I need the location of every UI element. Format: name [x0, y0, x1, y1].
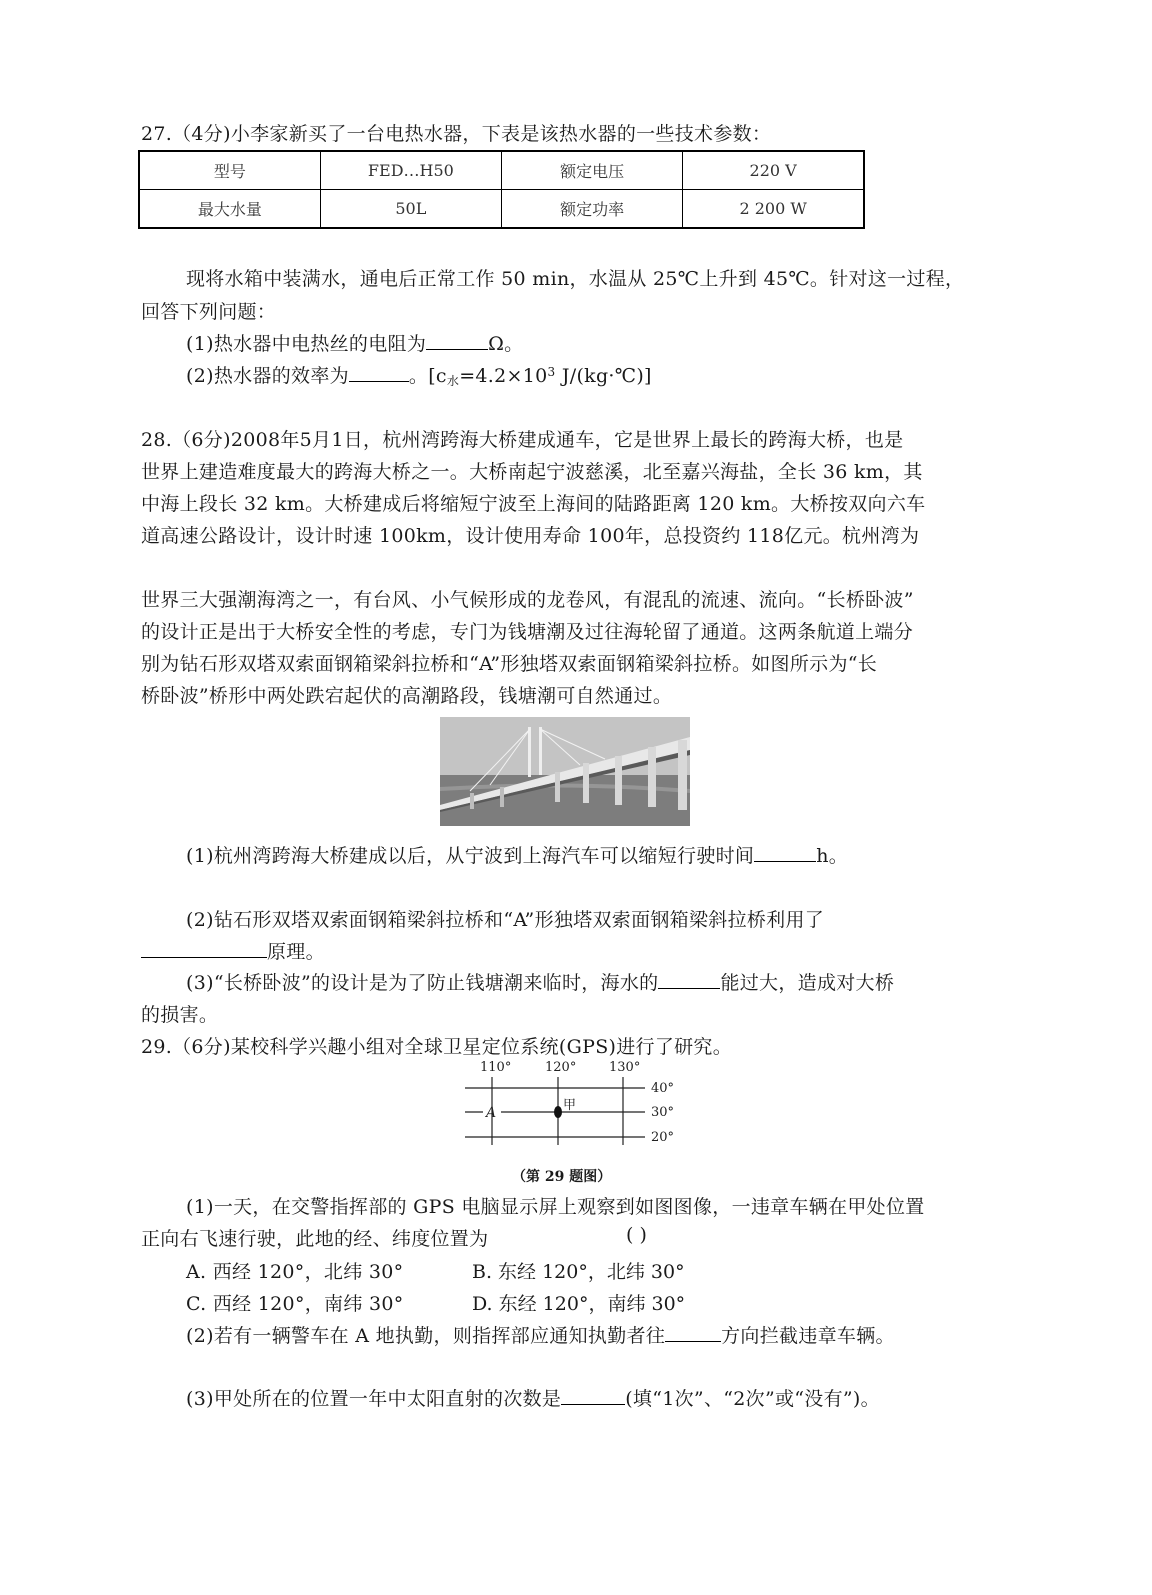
q28-paragraph-line: 别为钻石形双塔双索面钢箱梁斜拉桥和“A”形独塔双索面钢箱梁斜拉桥。如图所示为“长	[141, 653, 878, 675]
figure-caption: （第 29 题图）	[512, 1169, 612, 1185]
q28-sub1	[186, 841, 848, 868]
q28-paragraph-line: 的设计正是出于大桥安全性的考虑，专门为钱塘潮及过往海轮留了通道。这两条航道上端分	[141, 621, 914, 643]
q27-sub2-text: (2)热水器的效率为	[186, 365, 349, 387]
lat-label: 20°	[651, 1130, 675, 1145]
q27-paragraph-line: 现将水箱中装满水，通电后正常工作 50 min，水温从 25℃上升到 45℃。针对这一过程，	[186, 268, 965, 290]
table-cell: 220 V	[683, 151, 864, 190]
table-cell: 型号	[139, 151, 320, 190]
q27-sub1-text: (1)热水器中电热丝的电阻为	[186, 333, 427, 355]
q28-paragraph-line: 桥卧波”桥形中两处跌宕起伏的高潮路段，钱塘潮可自然通过。	[141, 685, 673, 707]
table-cell: 2 200 W	[683, 190, 864, 229]
formula-value: =4.2×10	[459, 365, 548, 387]
answer-blank[interactable]	[561, 1386, 625, 1405]
q27-sub1	[186, 329, 523, 356]
answer-blank[interactable]	[754, 843, 816, 862]
q29-sub1: (1)一天，在交警指挥部的 GPS 电脑显示屏上观察到如图图像，一违章车辆在甲处位置	[186, 1196, 925, 1218]
q27-paragraph-line: 回答下列问题：	[141, 301, 277, 323]
q28-sub1-text: (1)杭州湾跨海大桥建成以后，从宁波到上海汽车可以缩短行驶时间	[186, 845, 755, 867]
q29-sub3	[186, 1384, 880, 1411]
answer-blank[interactable]	[141, 939, 267, 958]
q28-sub1-unit: h。	[816, 845, 849, 867]
formula-subscript: 水	[446, 374, 460, 388]
q29-sub1-cont	[141, 1224, 488, 1251]
lat-label: 30°	[651, 1105, 675, 1120]
q27-sub1-unit: Ω。	[488, 333, 524, 355]
table-cell: 最大水量	[139, 190, 320, 229]
answer-blank[interactable]	[426, 331, 488, 350]
q29-sub2	[186, 1321, 895, 1348]
q29-header: 29.（6分)某校科学兴趣小组对全球卫星定位系统(GPS)进行了研究。	[141, 1036, 733, 1058]
q27-sub2	[186, 361, 652, 389]
q28-paragraph-line: 道高速公路设计，设计时速 100km，设计使用寿命 100年，总投资约 118亿元。杭州湾为	[141, 525, 920, 547]
answer-blank[interactable]	[349, 363, 409, 382]
q28-paragraph-line: 28.（6分)2008年5月1日，杭州湾跨海大桥建成通车，它是世界上最长的跨海大桥，也是	[141, 429, 904, 451]
location-marker-icon	[554, 1106, 562, 1118]
q28-sub2-tail: 原理。	[267, 941, 325, 963]
point-jia-label: 甲	[563, 1098, 577, 1113]
option-a[interactable]: A. 西经 120°，北纬 30°	[186, 1261, 404, 1283]
q29-sub1-text: 正向右飞速行驶，此地的经、纬度位置为	[141, 1228, 489, 1250]
q28-sub3-text: (3)“长桥卧波”的设计是为了防止钱塘潮来临时，海水的	[186, 972, 659, 994]
q28-sub3	[186, 968, 894, 995]
lat-label: 40°	[651, 1081, 675, 1096]
q28-paragraph-line: 世界上建造难度最大的跨海大桥之一。大桥南起宁波慈溪，北至嘉兴海盐，全长 36 km，其	[141, 461, 923, 483]
q27-sub2-formula: 。[c	[408, 365, 447, 387]
q28-sub3-cont: 的损害。	[141, 1004, 219, 1026]
lon-label: 120°	[545, 1060, 577, 1075]
lon-label: 130°	[609, 1060, 641, 1075]
table-cell: 额定功率	[502, 190, 683, 229]
table-cell: 额定电压	[502, 151, 683, 190]
answer-parentheses[interactable]: ( )	[626, 1224, 647, 1246]
q28-sub2: (2)钻石形双塔双索面钢箱梁斜拉桥和“A”形独塔双索面钢箱梁斜拉桥利用了	[186, 909, 825, 931]
table-row	[139, 151, 864, 190]
formula-superscript: 3	[547, 365, 556, 379]
table-cell: 50L	[320, 190, 501, 229]
q29-sub3-text: (3)甲处所在的位置一年中太阳直射的次数是	[186, 1388, 562, 1410]
q28-sub3-tail: 能过大，造成对大桥	[720, 972, 895, 994]
table-row	[139, 190, 864, 229]
formula-unit: J/(kg·℃)]	[555, 365, 652, 387]
option-c[interactable]: C. 西经 120°，南纬 30°	[186, 1293, 404, 1315]
q28-paragraph-line: 中海上段长 32 km。大桥建成后将缩短宁波至上海间的陆路距离 120 km。大桥按双向六车	[141, 493, 926, 515]
gps-grid-figure	[455, 1055, 685, 1155]
bridge-photo	[440, 717, 690, 826]
q29-sub2-tail: 方向拦截违章车辆。	[721, 1325, 895, 1347]
table-cell: FED…H50	[320, 151, 501, 190]
answer-blank[interactable]	[658, 970, 720, 989]
option-b[interactable]: B. 东经 120°，北纬 30°	[472, 1261, 685, 1283]
option-d[interactable]: D. 东经 120°，南纬 30°	[472, 1293, 686, 1315]
q29-sub3-tail: (填“1次”、“2次”或“没有”)。	[625, 1388, 880, 1410]
q29-sub2-text: (2)若有一辆警车在 A 地执勤，则指挥部应通知执勤者往	[186, 1325, 666, 1347]
q28-sub2-cont	[141, 937, 325, 964]
answer-blank[interactable]	[665, 1323, 721, 1342]
lon-label: 110°	[480, 1060, 512, 1075]
q28-paragraph-line: 世界三大强潮海湾之一，有台风、小气候形成的龙卷风，有混乱的流速、流向。“长桥卧波”	[141, 589, 914, 611]
point-a-label: A	[486, 1105, 497, 1121]
q27-header: 27.（4分)小李家新买了一台电热水器，下表是该热水器的一些技术参数：	[141, 123, 772, 145]
spec-table	[138, 150, 865, 229]
